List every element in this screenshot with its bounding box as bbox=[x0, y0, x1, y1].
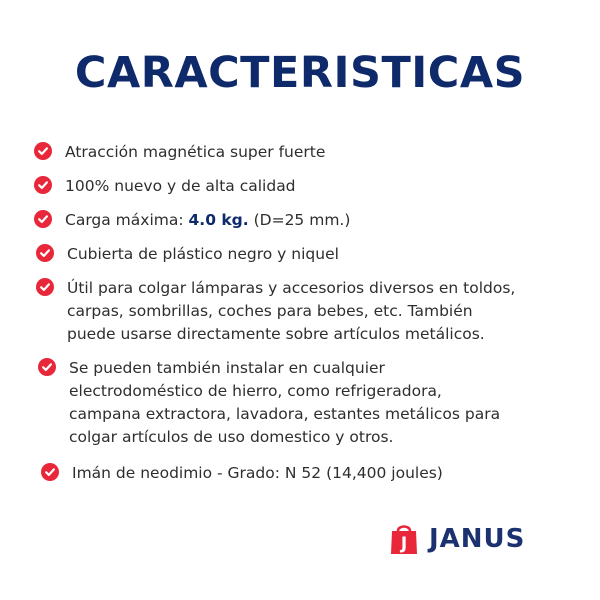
feature-text: Imán de neodimio - Grado: N 52 (14,400 joules) bbox=[72, 464, 443, 482]
feature-line: carpas, sombrillas, coches para bebes, etc. También bbox=[67, 302, 473, 320]
feature-line: electrodoméstico de hierro, como refrigeradora, bbox=[69, 382, 442, 400]
bag-letter: J bbox=[400, 534, 408, 554]
feature-item bbox=[36, 277, 515, 346]
feature-text bbox=[67, 277, 515, 346]
feature-item bbox=[36, 243, 339, 266]
check-circle-icon bbox=[38, 358, 56, 376]
feature-item bbox=[34, 209, 350, 232]
feature-text: 100% nuevo y de alta calidad bbox=[65, 177, 296, 195]
feature-text: Atracción magnética super fuerte bbox=[65, 143, 326, 161]
check-circle-icon bbox=[34, 210, 52, 228]
feature-line: Se pueden también instalar en cualquier bbox=[69, 359, 385, 377]
feature-text-suffix: (D=25 mm.) bbox=[248, 211, 351, 229]
feature-item bbox=[38, 357, 500, 449]
check-circle-icon bbox=[34, 176, 52, 194]
feature-text bbox=[65, 209, 350, 232]
feature-text bbox=[69, 357, 500, 449]
feature-item bbox=[34, 141, 325, 164]
feature-line: colgar artículos de uso domestico y otros. bbox=[69, 428, 394, 446]
feature-line: Útil para colgar lámparas y accesorios diversos en toldos, bbox=[67, 279, 516, 297]
page-title: CARACTERISTICAS bbox=[74, 48, 526, 98]
check-circle-icon bbox=[36, 244, 54, 262]
feature-item bbox=[41, 462, 443, 485]
feature-item bbox=[34, 175, 296, 198]
max-load-value: 4.0 kg. bbox=[188, 211, 249, 229]
check-circle-icon bbox=[41, 463, 59, 481]
feature-line: puede usarse directamente sobre artículos metálicos. bbox=[67, 325, 485, 343]
shopping-bag-icon bbox=[389, 522, 419, 556]
check-circle-icon bbox=[36, 278, 54, 296]
check-circle-icon bbox=[34, 142, 52, 160]
brand-name: JANUS bbox=[429, 524, 526, 554]
feature-line: campana extractora, lavadora, estantes metálicos para bbox=[69, 405, 501, 423]
feature-text-prefix: Carga máxima: bbox=[65, 211, 189, 229]
feature-text: Cubierta de plástico negro y niquel bbox=[67, 245, 339, 263]
brand-logo bbox=[389, 522, 525, 556]
